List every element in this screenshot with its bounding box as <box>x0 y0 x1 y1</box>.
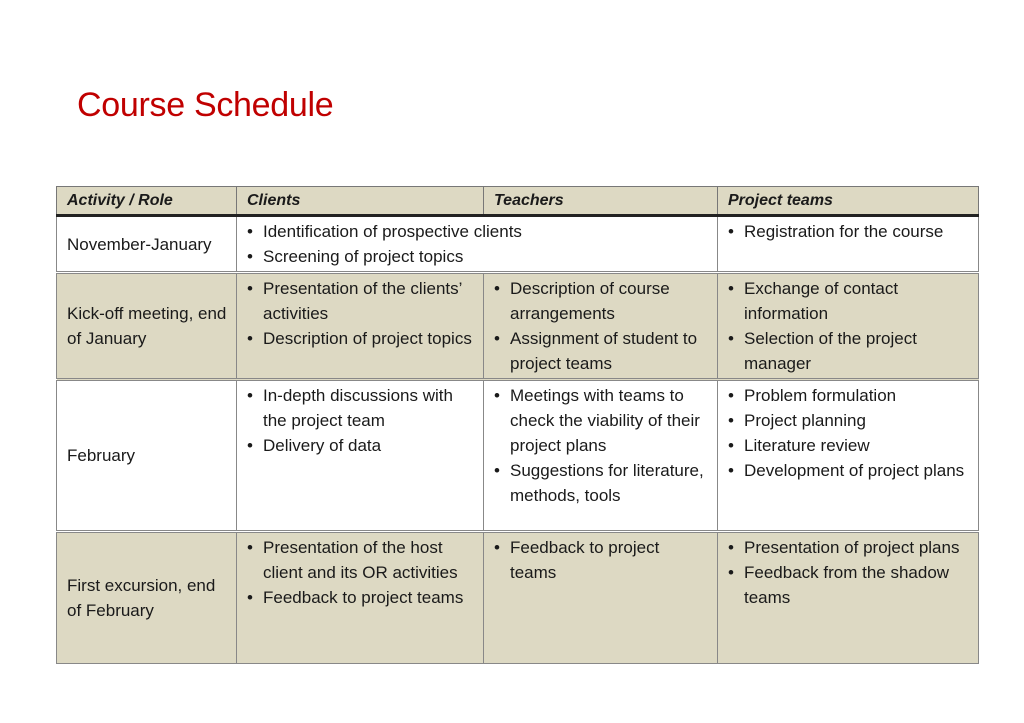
clients-cell <box>237 273 484 380</box>
table-row <box>57 532 979 664</box>
header-project-teams: Project teams <box>718 187 979 216</box>
list-item: • Presentation of the host client and its OR activities <box>245 535 475 585</box>
list-item: • Identification of prospective clients <box>245 219 709 244</box>
teachers-cell <box>484 273 718 380</box>
list-item: • Meetings with teams to check the viability of their project plans <box>492 383 709 458</box>
course-schedule-table <box>56 186 979 664</box>
list-item: • In-depth discussions with the project team <box>245 383 475 433</box>
list-item: • Registration for the course <box>726 219 970 244</box>
clients-cell <box>237 532 484 664</box>
page-title: Course Schedule <box>77 86 334 124</box>
list-item: • Description of course arrangements <box>492 276 709 326</box>
list-item: • Feedback to project teams <box>492 535 709 585</box>
period-cell: November-January <box>57 216 237 273</box>
list-item: • Description of project topics <box>245 326 475 351</box>
project-teams-cell <box>718 216 979 273</box>
list-item: • Assignment of student to project teams <box>492 326 709 376</box>
period-cell: First excursion, end of February <box>57 532 237 664</box>
list-item: • Delivery of data <box>245 433 475 458</box>
list-item: • Presentation of the clients’ activities <box>245 276 475 326</box>
clients-cell <box>237 380 484 532</box>
table-row <box>57 380 979 532</box>
list-item: • Feedback from the shadow teams <box>726 560 970 610</box>
clients-cell <box>237 216 718 273</box>
list-item: • Presentation of project plans <box>726 535 970 560</box>
table-row <box>57 216 979 273</box>
project-teams-cell <box>718 380 979 532</box>
period-cell: February <box>57 380 237 532</box>
period-cell: Kick-off meeting, end of January <box>57 273 237 380</box>
list-item: • Project planning <box>726 408 970 433</box>
header-teachers: Teachers <box>484 187 718 216</box>
list-item: • Exchange of contact information <box>726 276 970 326</box>
header-activity-role: Activity / Role <box>57 187 237 216</box>
list-item: • Selection of the project manager <box>726 326 970 376</box>
project-teams-cell <box>718 532 979 664</box>
teachers-cell <box>484 532 718 664</box>
list-item: • Feedback to project teams <box>245 585 475 610</box>
list-item: • Literature review <box>726 433 970 458</box>
table-header-row <box>57 187 979 216</box>
list-item: • Screening of project topics <box>245 244 709 269</box>
teachers-cell <box>484 380 718 532</box>
list-item: • Problem formulation <box>726 383 970 408</box>
header-clients: Clients <box>237 187 484 216</box>
list-item: • Suggestions for literature, methods, tools <box>492 458 709 508</box>
project-teams-cell <box>718 273 979 380</box>
list-item: • Development of project plans <box>726 458 970 483</box>
table-row <box>57 273 979 380</box>
